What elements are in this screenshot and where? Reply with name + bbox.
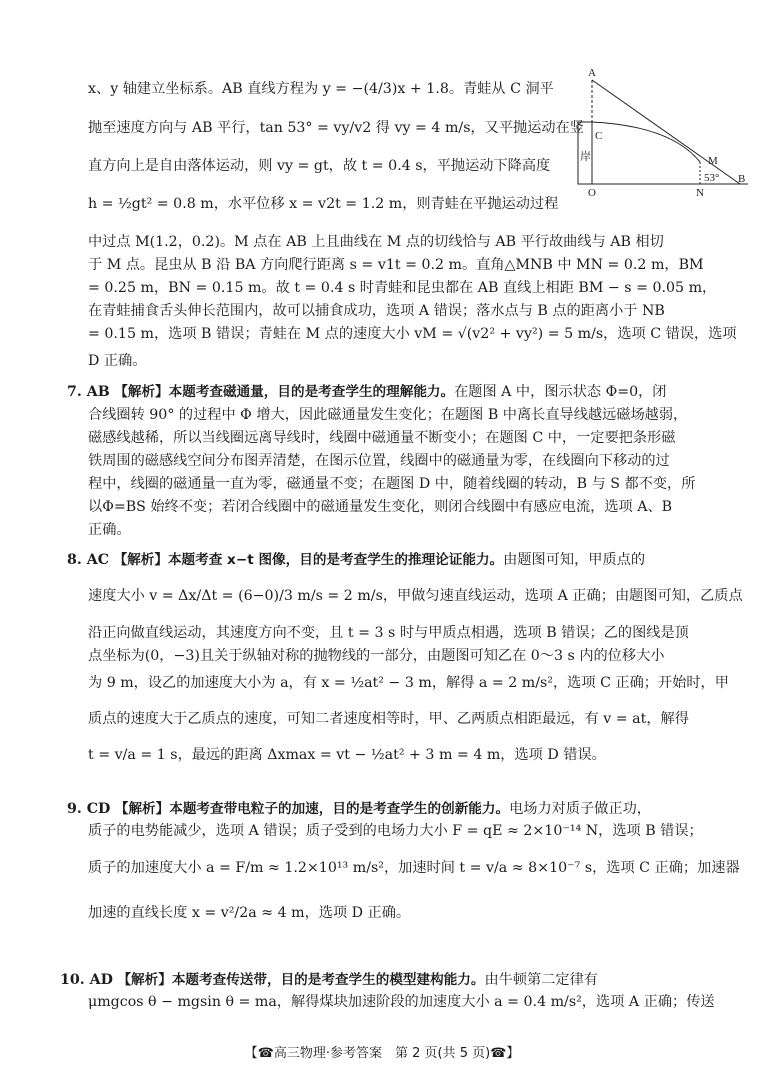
q10-heading: 【解析】本题考查传送带，目的是考查学生的模型建构能力。 <box>117 972 485 988</box>
p6-line-6: 于 M 点。昆虫从 B 沿 BA 方向爬行距离 s = v1t = 0.2 m。直角△MNB 中 MN = 0.2 m，BM <box>88 257 704 273</box>
p6-line-7: = 0.25 m，BN = 0.15 m。故 t = 0.4 s 时青蛙和昆虫都在 AB 直线上相距 BM − s = 0.05 m， <box>88 280 717 296</box>
geometry-figure <box>576 62 752 198</box>
q7-first-line <box>67 380 667 401</box>
q10-line-1: 由牛顿第二定律有 <box>484 972 598 988</box>
p6-line-2: 抛至速度方向与 AB 平行，tan 53° = vy/v2 得 vy = 4 m/s，又平抛运动在竖 <box>88 120 584 136</box>
q7-line-5: 程中，线圈的磁通量一直为零，磁通量不变；在题图 D 中，随着线圈的转动，B 与 S 都不变，所 <box>88 476 696 492</box>
q7-heading: 【解析】本题考查磁通量，目的是考查学生的理解能力。 <box>114 384 455 400</box>
q9-first-line <box>67 797 651 818</box>
label-angle: 53° <box>704 172 720 184</box>
q10-line-2: μmgcos θ − mgsin θ = ma，解得煤块加速阶段的加速度大小 a = 0.4 m/s²，选项 A 正确；传送 <box>88 994 715 1010</box>
q8-answer: 8. AC <box>67 552 110 568</box>
p6-line-4: h = ½gt² = 0.8 m，水平位移 x = v2t = 1.2 m，则青蛙在平抛运动过程 <box>88 196 559 212</box>
label-shore: 岸 <box>580 151 591 163</box>
label-b: B <box>738 173 746 185</box>
q10-answer: 10. AD <box>60 972 113 988</box>
label-c: C <box>595 130 603 142</box>
q7-line-2: 合线圈转 90° 的过程中 Φ 增大，因此磁通量发生变化；在题图 B 中离长直导线越远磁场越弱， <box>88 407 688 423</box>
q8-line-4: 点坐标为(0，−3)且关于纵轴对称的抛物线的一部分，由题图可知乙在 0～3 s 内的位移大小 <box>88 648 665 664</box>
q7-answer: 7. AB <box>67 384 110 400</box>
trajectory-curve <box>592 122 700 162</box>
line-ab <box>592 80 740 184</box>
q8-line-3: 沿正向做直线运动，其速度方向不变，且 t = 3 s 时与甲质点相遇，选项 B 错误；乙的图线是顶 <box>88 625 689 641</box>
q8-line-1: 由题图可知，甲质点的 <box>503 552 646 568</box>
q9-answer: 9. CD <box>67 801 111 817</box>
label-o: O <box>588 187 596 198</box>
q8-line-6: 质点的速度大于乙质点的速度，可知二者速度相等时，甲、乙两质点相距最远，有 v = at，解得 <box>88 711 689 727</box>
q7-line-1: 在题图 A 中，图示状态 Φ=0，闭 <box>454 384 667 400</box>
q8-first-line <box>67 548 645 569</box>
q8-heading: 【解析】本题考查 x−t 图像，目的是考查学生的推理论证能力。 <box>113 552 504 568</box>
label-a: A <box>588 67 596 79</box>
q9-line-3: 质子的加速度大小 a = F/m ≈ 1.2×10¹³ m/s²，加速时间 t = v/a ≈ 8×10⁻⁷ s，选项 C 正确；加速器 <box>88 860 740 876</box>
p6-line-1: x、y 轴建立坐标系。AB 直线方程为 y = −(4/3)x + 1.8。青蛙从 C 洞平 <box>88 81 554 97</box>
p6-line-10: D 正确。 <box>88 353 147 369</box>
p6-line-9: = 0.15 m，选项 B 错误；青蛙在 M 点的速度大小 vM = √(v2² + vy²) = 5 m/s，选项 C 错误，选项 <box>88 326 737 342</box>
q9-heading: 【解析】本题考查带电粒子的加速，目的是考查学生的创新能力。 <box>114 801 510 817</box>
q8-line-7: t = v/a = 1 s，最远的距离 Δxmax = vt − ½at² + 3 m = 4 m，选项 D 错误。 <box>88 747 606 763</box>
page-footer: 【☎高三物理·参考答案 第 2 页(共 5 页)☎】 <box>244 1046 520 1061</box>
q7-line-3: 磁感线越稀，所以当线圈远离导线时，线圈中磁通量不断变小；在题图 C 中，一定要把条形磁 <box>88 430 676 446</box>
q9-line-4: 加速的直线长度 x = v²/2a ≈ 4 m，选项 D 正确。 <box>88 905 411 921</box>
p6-line-5: 中过点 M(1.2，0.2)。M 点在 AB 上且曲线在 M 点的切线恰与 AB 平行故曲线与 AB 相切 <box>88 234 664 250</box>
q8-line-5: 为 9 m，设乙的加速度大小为 a，有 x = ½at² − 3 m，解得 a = 2 m/s²，选项 C 正确；开始时，甲 <box>88 675 729 691</box>
p6-line-8: 在青蛙捕食舌头伸长范围内，故可以捕食成功，选项 A 错误；落水点与 B 点的距离小于 NB <box>88 303 665 319</box>
q8-line-2: 速度大小 v = Δx/Δt = (6−0)/3 m/s = 2 m/s，甲做匀速直线运动，选项 A 正确；由题图可知，乙质点 <box>88 588 743 604</box>
q7-line-6: 以Φ=BS 始终不变；若闭合线圈中的磁通量发生变化，则闭合线圈中有感应电流，选项 A、B <box>88 499 673 515</box>
q9-line-2: 质子的电势能减少，选项 A 错误；质子受到的电场力大小 F = qE ≈ 2×10⁻¹⁴ N，选项 B 错误； <box>88 823 703 839</box>
q10-first-line <box>60 968 598 989</box>
label-n: N <box>696 187 704 198</box>
q9-line-1: 电场力对质子做正功， <box>509 801 651 817</box>
p6-line-3: 直方向上是自由落体运动，则 vy = gt，故 t = 0.4 s，平抛运动下降高度 <box>88 158 551 174</box>
q7-line-4: 铁周围的磁感线空间分布图弄清楚，在图示位置，线圈中的磁通量为零，在线圈向下移动的过 <box>88 453 670 469</box>
label-m: M <box>708 155 718 167</box>
q7-line-7: 正确。 <box>88 522 131 538</box>
